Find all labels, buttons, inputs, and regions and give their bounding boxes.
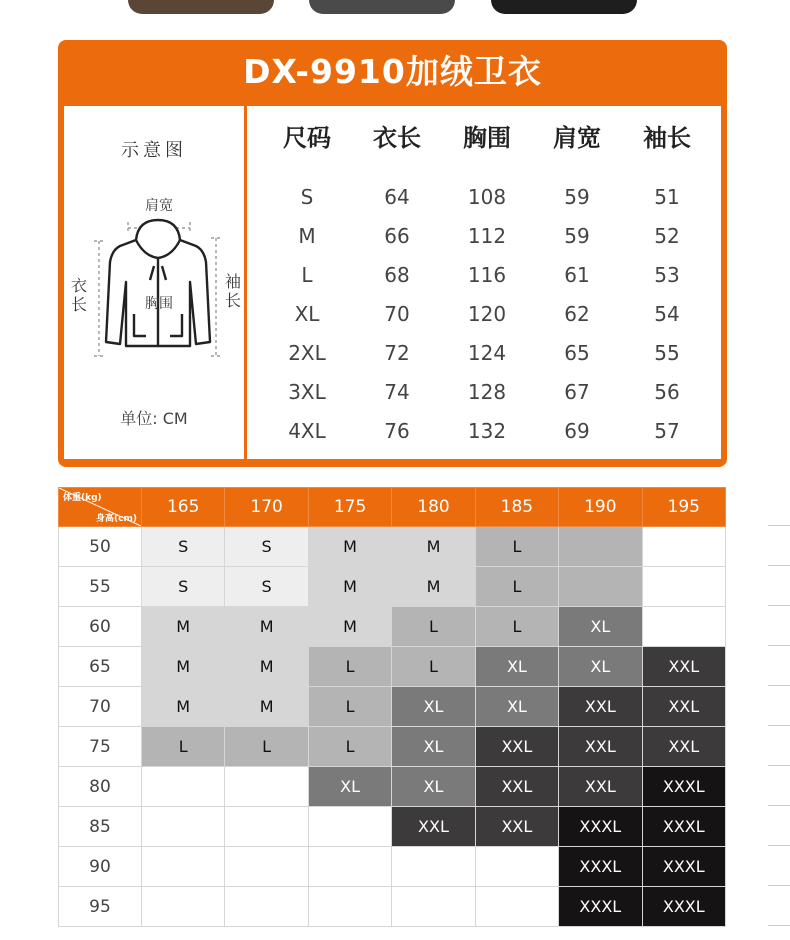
unit-label: 单位: CM: [120, 409, 188, 428]
weight-row: [59, 687, 726, 727]
size-header-cell: 袖长: [643, 124, 691, 152]
weight-row: [59, 567, 726, 607]
measurement-cell: 59: [564, 224, 590, 248]
height-header-cell: 180: [392, 488, 475, 527]
height-header-cell: 170: [225, 488, 308, 527]
recommended-size-cell: [308, 807, 391, 847]
measurement-cell: 76: [384, 419, 410, 443]
measurement-cell: 54: [654, 302, 680, 326]
measurement-cell: 65: [564, 341, 590, 365]
weight-row: [59, 727, 726, 767]
height-header-cell: 190: [559, 488, 642, 527]
recommended-size-cell: XXL: [559, 727, 642, 767]
measurement-cell: 61: [564, 263, 590, 287]
edge-tick: [768, 885, 790, 886]
weight-cell: 70: [59, 687, 142, 727]
size-chart-body: [64, 106, 721, 459]
page-edge-ticks: [768, 487, 790, 927]
recommended-size-cell: XL: [475, 647, 558, 687]
weight-row: [59, 527, 726, 567]
size-label-cell: 4XL: [288, 419, 326, 443]
recommended-size-cell: [142, 767, 225, 807]
height-header-cell: 195: [642, 488, 725, 527]
weight-cell: 75: [59, 727, 142, 767]
edge-tick: [768, 605, 790, 606]
recommended-size-cell: M: [392, 527, 475, 567]
recommended-size-cell: S: [142, 527, 225, 567]
recommended-size-cell: [559, 567, 642, 607]
measurement-cell: 64: [384, 185, 410, 209]
recommended-size-cell: XL: [392, 727, 475, 767]
recommended-size-cell: [475, 887, 558, 927]
recommended-size-cell: [225, 847, 308, 887]
recommended-size-cell: XXL: [642, 647, 725, 687]
recommended-size-cell: [559, 527, 642, 567]
recommended-size-cell: [308, 887, 391, 927]
weight-row: [59, 807, 726, 847]
recommendation-table: [58, 487, 726, 927]
hoodie-icon: [84, 196, 224, 366]
recommended-size-cell: M: [225, 607, 308, 647]
size-chart-title: DX-9910加绒卫衣: [243, 52, 542, 91]
garment-diagram: [64, 106, 244, 459]
size-label-cell: S: [300, 185, 314, 209]
product-thumbnail-gray: [309, 0, 455, 14]
recommended-size-cell: L: [308, 647, 391, 687]
size-recommendation-grid: [58, 487, 726, 927]
measurement-cell: 56: [654, 380, 680, 404]
height-header-row: [59, 488, 726, 527]
recommended-size-cell: M: [308, 607, 391, 647]
weight-row: [59, 847, 726, 887]
chest-label: 胸围: [145, 296, 173, 312]
measurement-cell: 128: [467, 380, 507, 404]
weight-cell: 80: [59, 767, 142, 807]
recommended-size-cell: XXL: [559, 767, 642, 807]
recommended-size-cell: S: [225, 567, 308, 607]
weight-row: [59, 647, 726, 687]
size-chart-card: [58, 40, 727, 467]
recommended-size-cell: M: [142, 687, 225, 727]
size-label-cell: M: [298, 224, 316, 248]
recommended-size-cell: S: [225, 527, 308, 567]
weight-cell: 60: [59, 607, 142, 647]
weight-cell: 90: [59, 847, 142, 887]
measurement-cell: 116: [467, 263, 507, 287]
size-header-cell: 胸围: [463, 124, 511, 152]
weight-cell: 95: [59, 887, 142, 927]
recommended-size-cell: XL: [475, 687, 558, 727]
sleeve-label: 袖长: [224, 272, 241, 310]
recommended-size-cell: S: [142, 567, 225, 607]
recommended-size-cell: M: [225, 647, 308, 687]
measurement-cell: 72: [384, 341, 410, 365]
recommended-size-cell: L: [308, 727, 391, 767]
measurement-cell: 59: [564, 185, 590, 209]
measurement-cell: 112: [467, 224, 507, 248]
size-label-cell: 3XL: [288, 380, 326, 404]
recommended-size-cell: M: [225, 687, 308, 727]
measurement-cell: 66: [384, 224, 410, 248]
recommended-size-cell: [225, 807, 308, 847]
shoulder-label: 肩宽: [145, 198, 173, 214]
measurement-cell: 52: [654, 224, 680, 248]
size-label-cell: L: [301, 263, 313, 287]
recommended-size-cell: [142, 887, 225, 927]
recommended-size-cell: M: [142, 607, 225, 647]
measurement-cell: 69: [564, 419, 590, 443]
length-label: 衣长: [70, 276, 87, 314]
recommended-size-cell: [475, 847, 558, 887]
recommended-size-cell: [392, 847, 475, 887]
height-axis-label: 身高(cm): [96, 514, 137, 524]
product-thumbnail-brown: [128, 0, 274, 14]
recommended-size-cell: XXL: [475, 767, 558, 807]
edge-tick: [768, 845, 790, 846]
recommended-size-cell: XXXL: [642, 847, 725, 887]
weight-row: [59, 887, 726, 927]
measurement-cell: 108: [467, 185, 507, 209]
recommended-size-cell: XXL: [559, 687, 642, 727]
edge-tick: [768, 805, 790, 806]
edge-tick: [768, 525, 790, 526]
edge-tick: [768, 685, 790, 686]
recommended-size-cell: L: [392, 607, 475, 647]
product-thumbnail-black: [491, 0, 637, 14]
recommended-size-cell: L: [225, 727, 308, 767]
edge-tick: [768, 765, 790, 766]
size-header-cell: 尺码: [283, 124, 331, 152]
recommended-size-cell: XXXL: [559, 807, 642, 847]
recommended-size-cell: M: [142, 647, 225, 687]
recommended-size-cell: M: [308, 567, 391, 607]
weight-axis-label: 体重(kg): [63, 493, 102, 503]
measurement-cell: 120: [467, 302, 507, 326]
measurement-cell: 68: [384, 263, 410, 287]
size-label-cell: 2XL: [288, 341, 326, 365]
recommended-size-cell: XXL: [475, 727, 558, 767]
recommended-size-cell: [642, 527, 725, 567]
edge-tick: [768, 565, 790, 566]
recommended-size-cell: XXL: [642, 727, 725, 767]
recommended-size-cell: [642, 607, 725, 647]
height-header-cell: 185: [475, 488, 558, 527]
recommended-size-cell: [142, 807, 225, 847]
recommended-size-cell: XL: [308, 767, 391, 807]
recommended-size-cell: XXXL: [559, 847, 642, 887]
weight-cell: 85: [59, 807, 142, 847]
edge-tick: [768, 645, 790, 646]
measurement-cell: 62: [564, 302, 590, 326]
recommended-size-cell: XXL: [642, 687, 725, 727]
height-header-cell: 165: [142, 488, 225, 527]
weight-cell: 65: [59, 647, 142, 687]
recommended-size-cell: L: [308, 687, 391, 727]
recommended-size-cell: XL: [392, 767, 475, 807]
size-header-cell: 衣长: [373, 124, 421, 152]
height-header-cell: 175: [308, 488, 391, 527]
size-header-cell: 肩宽: [553, 124, 601, 152]
product-thumbnails: [0, 0, 790, 18]
measurement-cell: 74: [384, 380, 410, 404]
weight-row: [59, 767, 726, 807]
recommended-size-cell: L: [475, 607, 558, 647]
recommended-size-cell: XL: [559, 607, 642, 647]
measurement-cell: 55: [654, 341, 680, 365]
weight-row: [59, 607, 726, 647]
recommended-size-cell: XXXL: [642, 807, 725, 847]
recommended-size-cell: [308, 847, 391, 887]
recommended-size-cell: [392, 887, 475, 927]
recommended-size-cell: [225, 767, 308, 807]
size-label-cell: XL: [294, 302, 320, 326]
measurement-cell: 53: [654, 263, 680, 287]
weight-cell: 50: [59, 527, 142, 567]
measurement-cell: 70: [384, 302, 410, 326]
diagram-title: 示意图: [121, 140, 187, 161]
recommended-size-cell: XXXL: [642, 887, 725, 927]
recommended-size-cell: L: [475, 567, 558, 607]
recommended-size-cell: L: [392, 647, 475, 687]
recommended-size-cell: XXXL: [559, 887, 642, 927]
recommended-size-cell: XXL: [392, 807, 475, 847]
size-measurement-table: [247, 106, 721, 459]
corner-header: [59, 488, 142, 527]
recommended-size-cell: XL: [392, 687, 475, 727]
recommended-size-cell: L: [142, 727, 225, 767]
measurement-cell: 57: [654, 419, 680, 443]
measurement-cell: 51: [654, 185, 680, 209]
measurement-cell: 132: [467, 419, 507, 443]
recommended-size-cell: XL: [559, 647, 642, 687]
edge-tick: [768, 925, 790, 926]
recommended-size-cell: XXXL: [642, 767, 725, 807]
recommended-size-cell: L: [475, 527, 558, 567]
recommended-size-cell: [225, 887, 308, 927]
measurement-cell: 124: [467, 341, 507, 365]
recommended-size-cell: M: [308, 527, 391, 567]
weight-cell: 55: [59, 567, 142, 607]
recommended-size-cell: [142, 847, 225, 887]
recommended-size-cell: M: [392, 567, 475, 607]
edge-tick: [768, 725, 790, 726]
recommended-size-cell: [642, 567, 725, 607]
recommended-size-cell: XXL: [475, 807, 558, 847]
measurement-cell: 67: [564, 380, 590, 404]
